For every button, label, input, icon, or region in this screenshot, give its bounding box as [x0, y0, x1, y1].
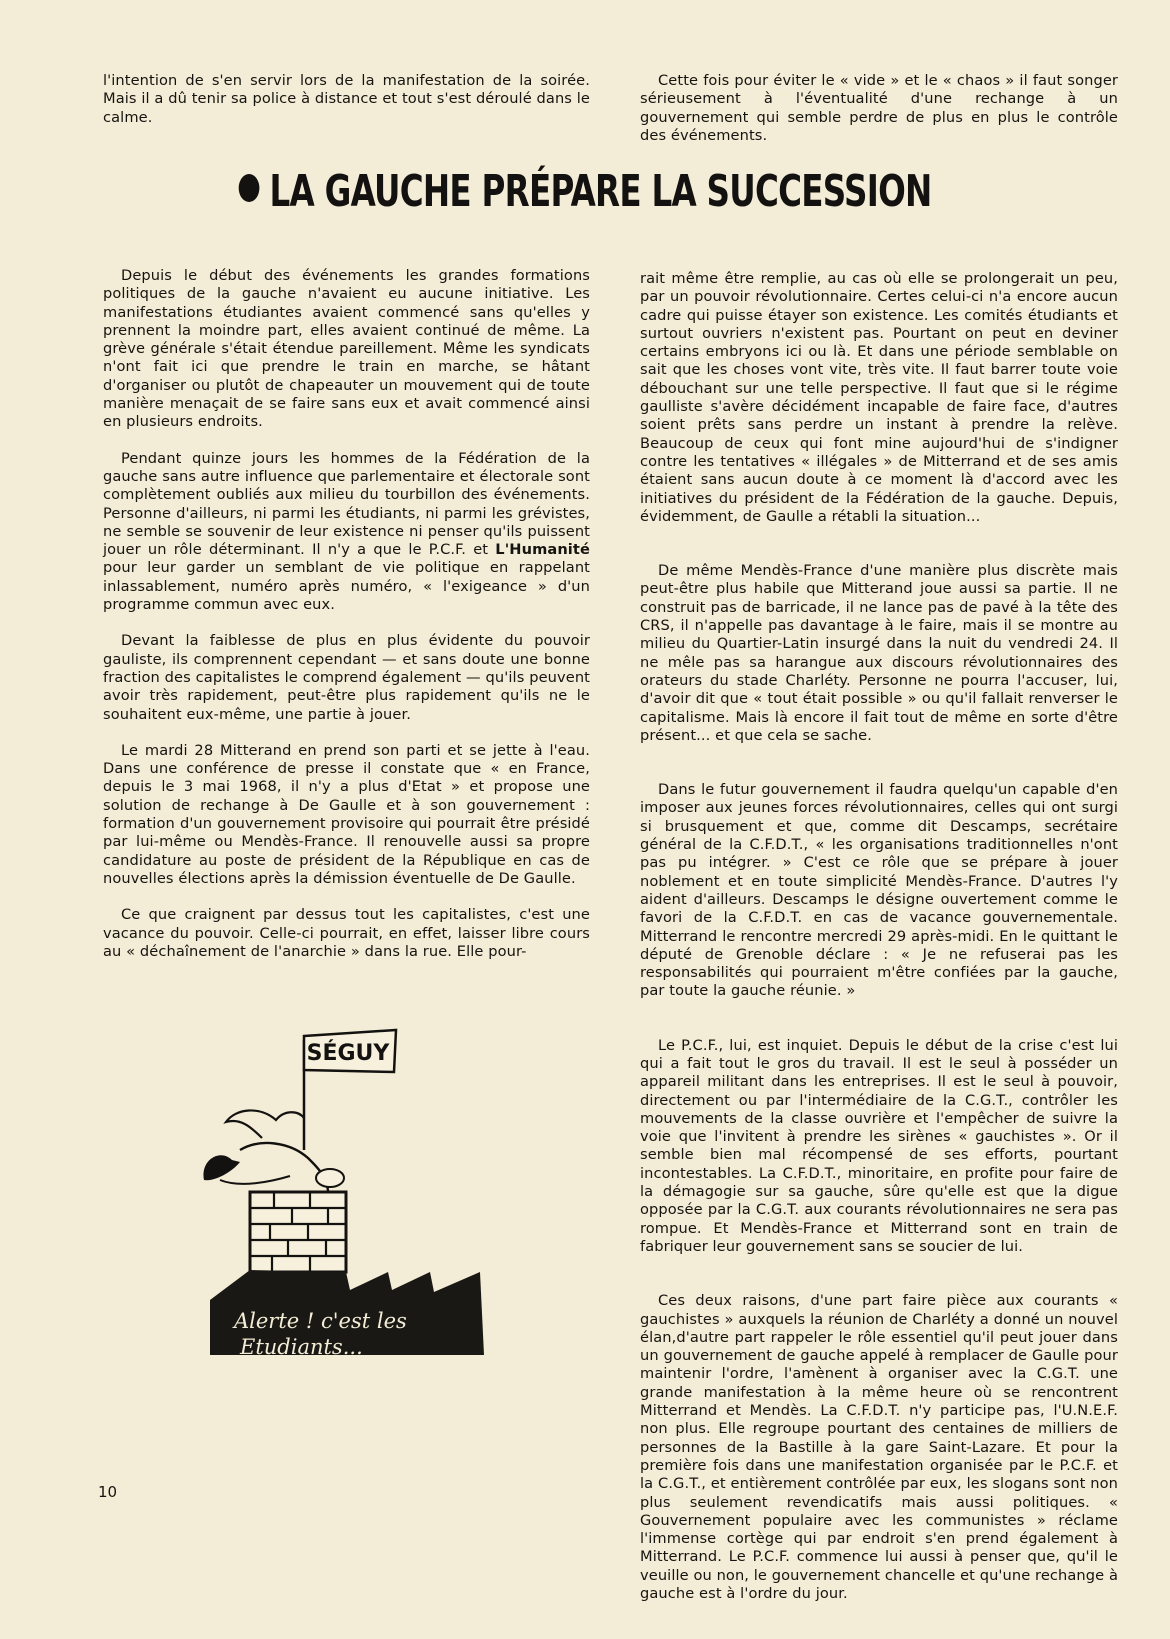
left-paragraph-1: Depuis le début des événements les grandes formations politiques de la gauche n'avaient eu aucune initiative. Les manifestations étudiantes avaient commencé sans qu'elles y prennent la moindre part, elles avaient continué de même. La grève générale s'était étendue pareillement. Même les syndicats n'ont fait ici que prendre le train en marche, se hâtant d'organiser ou plutôt de chapeauter un mouvement qui de toute manière menaçait de se faire sans eux et avait commencé ainsi en plusieurs endroits. — [103, 267, 590, 431]
newspaper-name: L'Humanité — [495, 541, 590, 559]
section-headline — [152, 166, 1018, 217]
left-paragraph-2-text-a: Pendant quinze jours les hommes de la Fédération de la gauche sans autre influence que parlementaire et électorale sont complètement oubliés aux milieu du tourbillon des événements. Personne d'ailleurs, ni parmi les étudiants, ni parmi les grévistes, ne semble se souvenir de leur existence ni penser qu'ils puissent jouer un rôle déterminant. Il n'y a que le P.C.F. et — [103, 449, 590, 559]
flag-text: SÉGUY — [306, 1041, 390, 1066]
left-paragraph-4: Le mardi 28 Mitterand en prend son parti et se jette à l'eau. Dans une conférence de presse il constate que « en France, depuis le 3 mai 1968, il n'y a plus d'Etat » et propose une solution de rechange à De Gaulle et à son gouvernement : formation d'un gouvernement provisoire qui pourrait être présidé par lui-même ou Mendès-France. Il renouvelle aussi sa propre candidature au poste de président de la République en cas de nouvelles élections après la démission éventuelle de De Gaulle. — [103, 741, 590, 887]
top-left-paragraph: l'intention de s'en servir lors de la manifestation de la soirée. Mais il a dû tenir sa police à distance et tout s'est déroulé dans le calme. — [103, 72, 590, 126]
top-right-paragraph: Cette fois pour éviter le « vide » et le « chaos » il faut songer sérieusement à l'éventualité d'une rechange à un gouvernement qui semble perdre de plus en plus le contrôle des événements. — [640, 72, 1118, 144]
right-paragraph-2: De même Mendès-France d'une manière plus discrète mais peut-être plus habile que Mitterand joue aussi sa partie. Il ne construit pas de barricade, il ne lance pas de pavé à la tête des CRS, il n'appelle pas davantage à le faire, mais il se montre au milieu du Quartier-Latin insurgé dans la nuit du vendredi 24. Il ne mêle pas sa harangue aux discours révolutionnaires des orateurs du stade Charléty. Personne ne pourra l'accuser, lui, d'avoir dit que « tout était possible » ou qu'il fallait renverser le capitalisme. Mais là encore il fait tout de même en sorte d'être présent... et que cela se sache. — [640, 562, 1118, 744]
top-right-continuation — [640, 72, 1118, 145]
right-paragraph-5: Ces deux raisons, d'une part faire pièce aux courants « gauchistes » auxquels la réunion de Charléty a donné un nouvel élan,d'autre part rappeler le rôle essentiel qu'il peut jouer dans un gouvernement de gauche appelé à remplacer de Gaulle pour maintenir l'ordre, l'amènent à organiser avec la C.G.T. une grande manifestation à la même heure où se rencontrent Mitterrand et Mendès. La C.F.D.T. n'y participe pas, l'U.N.E.F. non plus. Elle regroupe pourtant des centaines de milliers de personnes de la Bastille à la gare Saint-Lazare. Et pour la première fois dans une manifestation organisée par le P.C.F. et la C.G.T., et entièrement contrôlée par eux, les slogans sont non plus seulement revendicatifs mais aussi politiques. « Gouvernement populaire avec les communistes » réclame l'immense cortège qui par endroit s'en prend également à Mitterrand. Le P.C.F. commence lui aussi à penser que, qu'il le veuille ou non, le gouvernement chancelle et qu'une rechange à gauche est à l'ordre du jour. — [640, 1292, 1118, 1602]
left-paragraph-5: Ce que craignent par dessus tout les capitalistes, c'est une vacance du pouvoir. Celle-ci pourrait, en effet, laisser libre cours au « déchaînement de l'anarchie » dans la rue. Elle pour- — [103, 906, 590, 960]
right-paragraph-3: Dans le futur gouvernement il faudra quelqu'un capable d'en imposer aux jeunes forces révolutionnaires, celles qui ont surgi si brusquement et que, comme dit Descamps, secrétaire général de la C.F.D.T., « les organisations traditionnelles n'ont pas pu intégrer. » C'est ce rôle que se prépare à jouer noblement et en toute simplicité Mendès-France. D'autres l'y aident d'ailleurs. Descamps le désigne ouvertement comme le favori de la C.F.D.T. en cas de vacance gouvernementale. Mitterrand le rencontre mercredi 29 après-midi. En le quittant le député de Grenoble déclare : « Je ne refuserai pas les responsabilités qui pourraient m'être confiées par la gauche, par toute la gauche réunie. » — [640, 781, 1118, 1000]
top-left-continuation — [103, 72, 590, 127]
bullet-icon — [238, 174, 259, 202]
left-paragraph-3: Devant la faiblesse de plus en plus évidente du pouvoir gauliste, ils comprennent cependant — et sans doute une bonne fraction des capitalistes le comprend également — qu'ils peuvent avoir très rapidement, peut-être plus rapidement qu'ils ne le souhaitent eux-même, une partie à jouer. — [103, 632, 590, 723]
cartoon-caption-line-1: Alerte ! c'est les — [234, 1309, 407, 1333]
right-paragraph-1: rait même être remplie, au cas où elle se prolongerait un peu, par un pouvoir révolutionnaire. Certes celui-ci n'a encore aucun cadre qui puisse étayer son existence. Les comités étudiants et surtout ouvriers n'existent pas. Pourtant on peut en deviner certains embryons ici ou là. Et dans une période semblable on sait que les choses vont vite, très vite. Il faut barrer toute voie débouchant sur une telle perspective. Il faut que si le régime gaulliste s'avère décidément incapable de faire face, d'autres soient prêts sans perdre un instant à prendre la relève. Beaucoup de ceux qui font mine aujourd'hui de s'indigner contre les tentatives « illégales » de Mitterrand et de ses amis étaient sans aucun doute à ce moment là d'accord avec les initiatives du président de la Fédération de la gauche. Depuis, évidemment, de Gaulle a rétabli la situation... — [640, 270, 1118, 525]
left-column — [103, 267, 590, 979]
left-paragraph-2 — [103, 450, 590, 615]
headline-text: LA GAUCHE PRÉPARE LA SUCCESSION — [269, 166, 932, 217]
cartoon-caption-line-2: Etudiants... — [240, 1335, 363, 1359]
cartoon-illustration — [180, 1010, 510, 1359]
cartoon-caption — [234, 1308, 504, 1360]
left-paragraph-2-text-b: pour leur garder un semblant de vie politique en rappelant inlassablement, numéro après numéro, « l'exigeance » d'un programme commun avec eux. — [103, 559, 590, 614]
right-paragraph-4: Le P.C.F., lui, est inquiet. Depuis le début de la crise c'est lui qui a fait tout le gros du travail. Il est le seul à posséder un appareil militant dans les entreprises. Il est le seul à pouvoir, directement ou par l'intermédiaire de la C.G.T., contrôler les mouvements de la classe ouvrière et l'empêcher de suivre la voie que l'invitent à prendre les sirènes « gauchistes ». Or il semble bien mal récompensé de ses efforts, pourtant incontestables. La C.F.D.T., minoritaire, en profite pour faire de la démagogie sur sa gauche, sûre qu'elle est que la digue opposée par la C.G.T. aux courants révolutionnaires ne sera pas rompue. Et Mendès-France et Mitterrand sont en train de fabriquer leur gouvernement sans se soucier de lui. — [640, 1036, 1118, 1255]
page-number: 10 — [98, 1483, 118, 1501]
right-column — [640, 270, 1118, 1639]
cartoon-drawing — [180, 1010, 510, 1355]
